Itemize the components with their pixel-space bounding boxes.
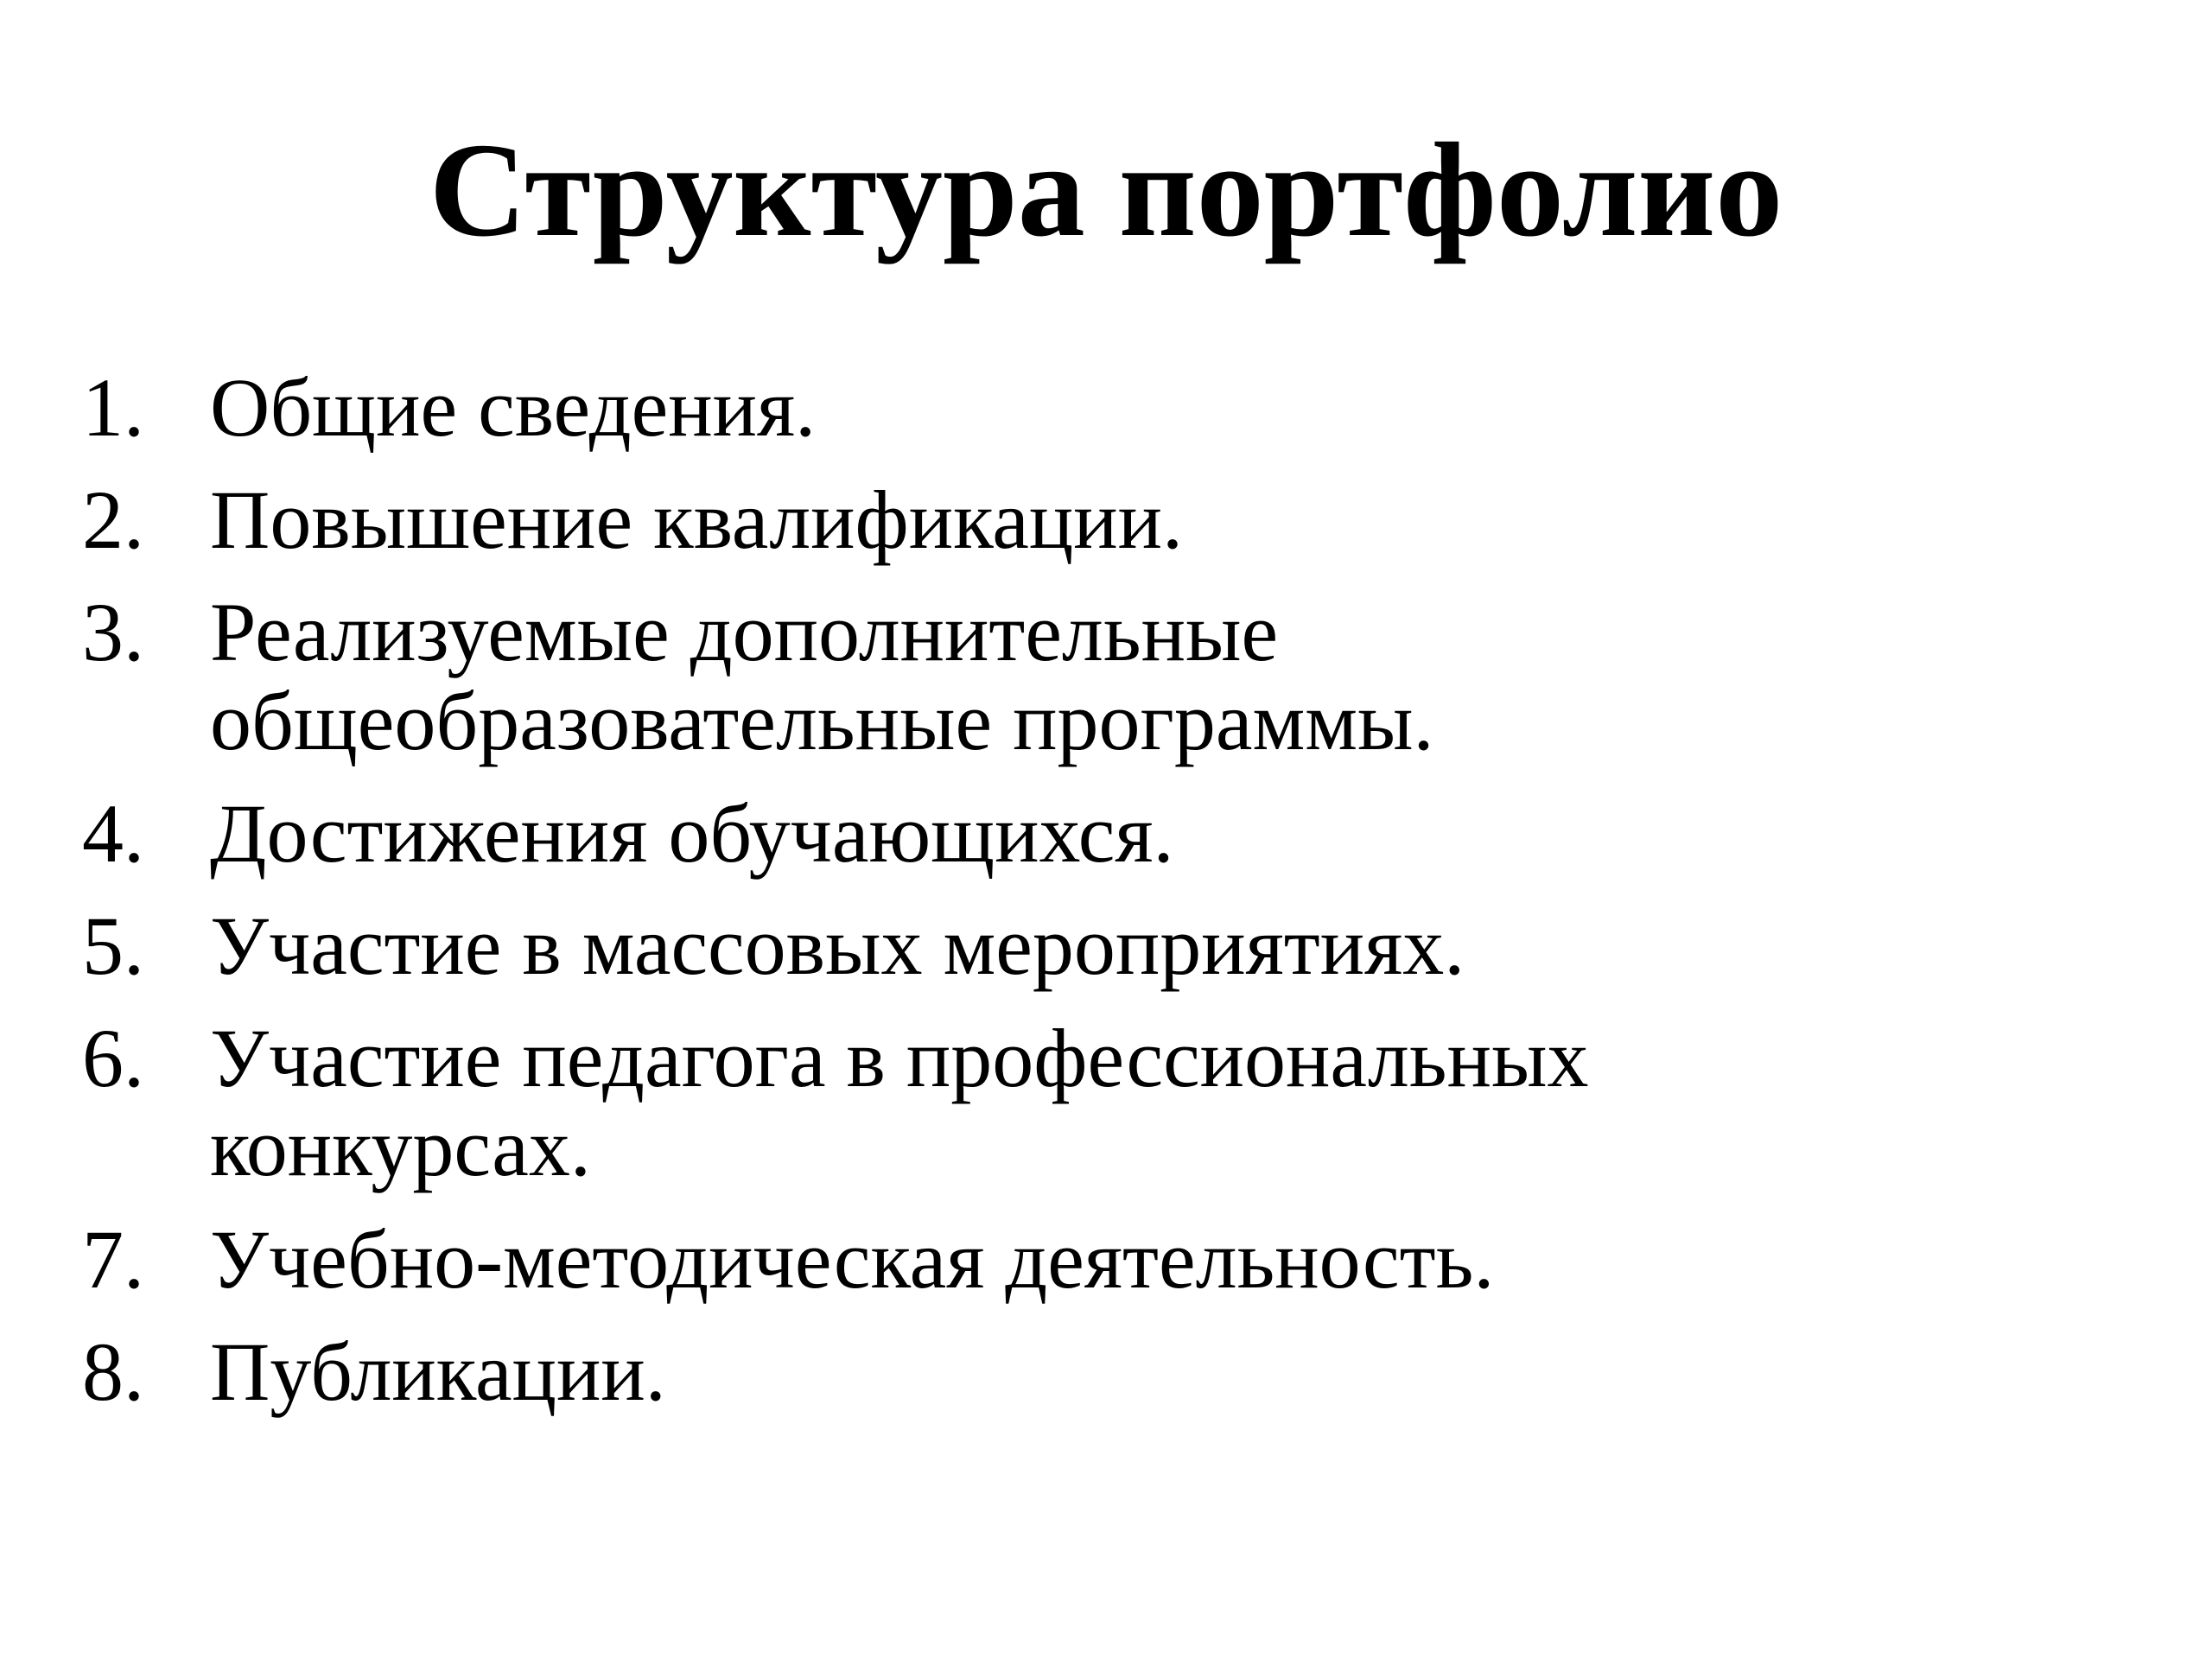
list-item-text xyxy=(210,789,2156,878)
list-item xyxy=(82,1327,2156,1416)
list-item xyxy=(82,1215,2156,1304)
list-item-number: 3. xyxy=(82,586,144,678)
list-item-number: 8. xyxy=(82,1325,144,1418)
list-item-number: 2. xyxy=(82,474,144,566)
list-item-number: 5. xyxy=(82,899,144,992)
list-item-line: Участие в массовых мероприятиях. xyxy=(210,899,1465,992)
list-item-line: общеобразовательные программы. xyxy=(210,675,1434,767)
list-item-line: Реализуемые дополнительные xyxy=(210,586,1279,678)
list-item-text xyxy=(210,1014,2156,1192)
list-item xyxy=(82,475,2156,564)
list-item-number: 6. xyxy=(82,1012,144,1104)
slide-title: Структура портфолио xyxy=(429,115,1783,264)
list-item-text xyxy=(210,588,2156,766)
list-item-line: Общие сведения. xyxy=(210,361,817,454)
list-item-line: Публикации. xyxy=(210,1325,666,1418)
list-item xyxy=(82,789,2156,878)
list-item-number: 4. xyxy=(82,787,144,880)
list-item-number: 1. xyxy=(82,361,144,454)
list-item-text xyxy=(210,475,2156,564)
list-item xyxy=(82,901,2156,990)
portfolio-structure-list xyxy=(82,363,2156,1440)
list-item xyxy=(82,363,2156,452)
list-item-text xyxy=(210,1215,2156,1304)
list-item-line: Повышение квалификации. xyxy=(210,474,1183,566)
list-item-line: Учебно-методическая деятельность. xyxy=(210,1213,1495,1306)
list-item-line: конкурсах. xyxy=(210,1101,591,1193)
list-item-text xyxy=(210,1327,2156,1416)
list-item xyxy=(82,588,2156,766)
list-item-line: Участие педагога в профессиональных xyxy=(210,1012,1589,1104)
list-item-text xyxy=(210,363,2156,452)
list-item-number: 7. xyxy=(82,1213,144,1306)
list-item-line: Достижения обучающихся. xyxy=(210,787,1174,880)
list-item-text xyxy=(210,901,2156,990)
list-item xyxy=(82,1014,2156,1192)
